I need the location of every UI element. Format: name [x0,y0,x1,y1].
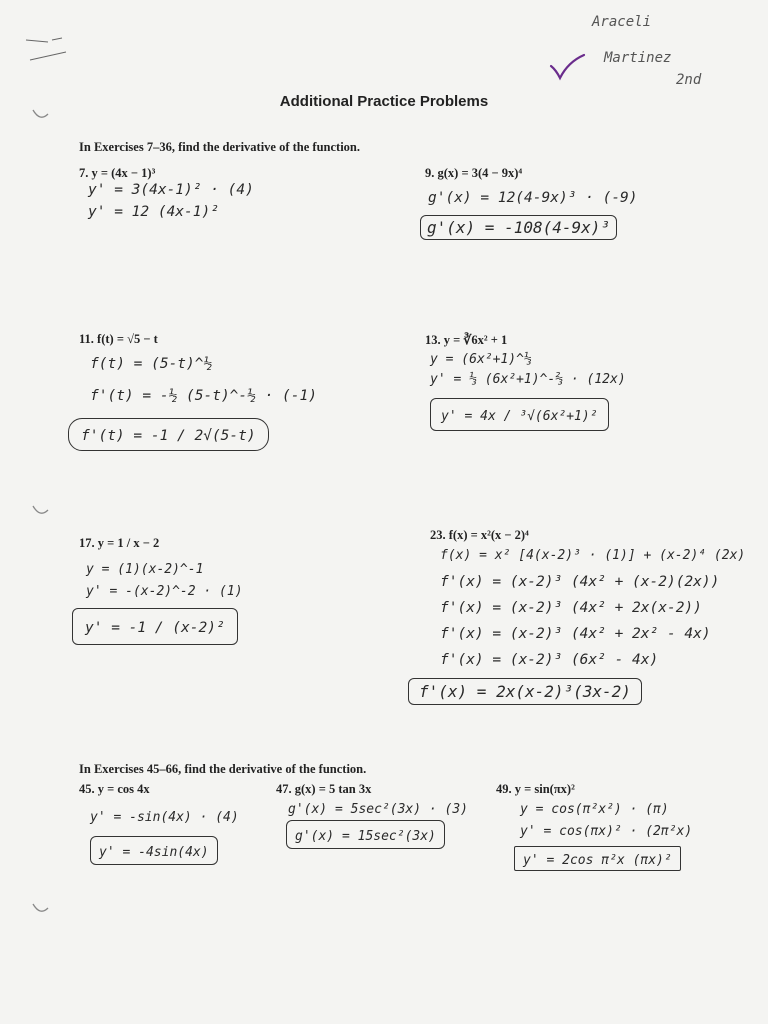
problem-45-answer-box [90,836,218,865]
problem-17-work-line: y' = -(x-2)^-2 · (1) [86,584,243,599]
problem-11-answer: f'(t) = -1 / 2√(5-t) [81,428,256,444]
problem-9-work-line: g'(x) = 12(4-9x)³ · (-9) [428,190,638,206]
problem-49-answer-box [514,846,681,871]
problem-13-work-line: y = (6x²+1)^⅓ [430,352,532,367]
problem-49-label: 49. y = sin(πx)² [496,782,575,796]
problem-13-label: 13. y = ∛6x² + 1 [425,333,508,347]
problem-23-answer: f'(x) = 2x(x-2)³(3x-2) [419,682,631,701]
class-period: 2nd [676,72,702,88]
problem-9-answer-box [420,215,617,240]
problem-13-answer-box [430,398,609,431]
problem-47-answer-box [286,820,445,849]
problem-17-answer-box [72,608,238,645]
problem-7-work-line: y' = 3(4x-1)² · (4) [88,182,254,198]
instructions-exercises-7-36: In Exercises 7–36, find the derivative of the function. [79,140,361,154]
problem-47-label: 47. g(x) = 5 tan 3x [276,782,372,796]
problem-7-work-line: y' = 12 (4x-1)² [88,204,219,220]
page-title: Additional Practice Problems [279,93,489,110]
problem-9-label: 9. g(x) = 3(4 − 9x)⁴ [425,166,523,180]
problem-9-answer: g'(x) = -108(4-9x)³ [427,218,611,237]
problem-45-label: 45. y = cos 4x [79,782,150,796]
student-last-name: Martinez [604,50,672,66]
problem-23-work-line: f'(x) = (x-2)³ (4x² + (x-2)(2x)) [440,574,720,590]
problem-11-work-line: f(t) = (5-t)^½ [90,356,213,372]
problem-23-label: 23. f(x) = x²(x − 2)⁴ [430,528,529,542]
problem-17-work-line: y = (1)(x-2)^-1 [86,562,204,577]
problem-23-work-line: f(x) = x² [4(x-2)³ · (1)] + (x-2)⁴ (2x) [440,548,746,563]
punch-hole-icon [30,106,50,126]
problem-11-work-line: f'(t) = -½ (5-t)^-½ · (-1) [90,388,317,404]
problem-11-answer-box [68,418,269,451]
punch-hole-icon [30,900,50,920]
problem-45-answer: y' = -4sin(4x) [99,845,209,860]
checkmark-icon [548,52,588,82]
problem-17-label: 17. y = 1 / x − 2 [79,536,160,550]
problem-13-work-line: y' = ⅓ (6x²+1)^-⅔ · (12x) [430,372,626,387]
student-first-name: Araceli [592,14,652,30]
problem-7-label: 7. y = (4x − 1)³ [79,166,156,180]
problem-13-answer: y' = 4x / ³√(6x²+1)² [441,409,598,424]
problem-23-work-line: f'(x) = (x-2)³ (4x² + 2x(x-2)) [440,600,702,616]
problem-23-work-line: f'(x) = (x-2)³ (6x² - 4x) [440,652,659,668]
problem-49-answer: y' = 2cos π²x (πx)² [523,853,672,868]
problem-23-work-line: f'(x) = (x-2)³ (4x² + 2x² - 4x) [440,626,711,642]
problem-47-answer: g'(x) = 15sec²(3x) [295,829,436,844]
instructions-exercises-45-66: In Exercises 45–66, find the derivative of the function. [79,762,367,776]
problem-49-work-line: y = cos(π²x²) · (π) [520,802,669,817]
problem-49-work-line: y' = cos(πx)² · (2π²x) [520,824,693,839]
problem-17-answer: y' = -1 / (x-2)² [85,620,225,636]
corner-mark [22,30,72,70]
problem-23-answer-box [408,678,642,705]
problem-45-work-line: y' = -sin(4x) · (4) [90,810,239,825]
problem-47-work-line: g'(x) = 5sec²(3x) · (3) [288,802,469,817]
punch-hole-icon [30,502,50,522]
problem-11-label: 11. f(t) = √5 − t [79,332,158,346]
